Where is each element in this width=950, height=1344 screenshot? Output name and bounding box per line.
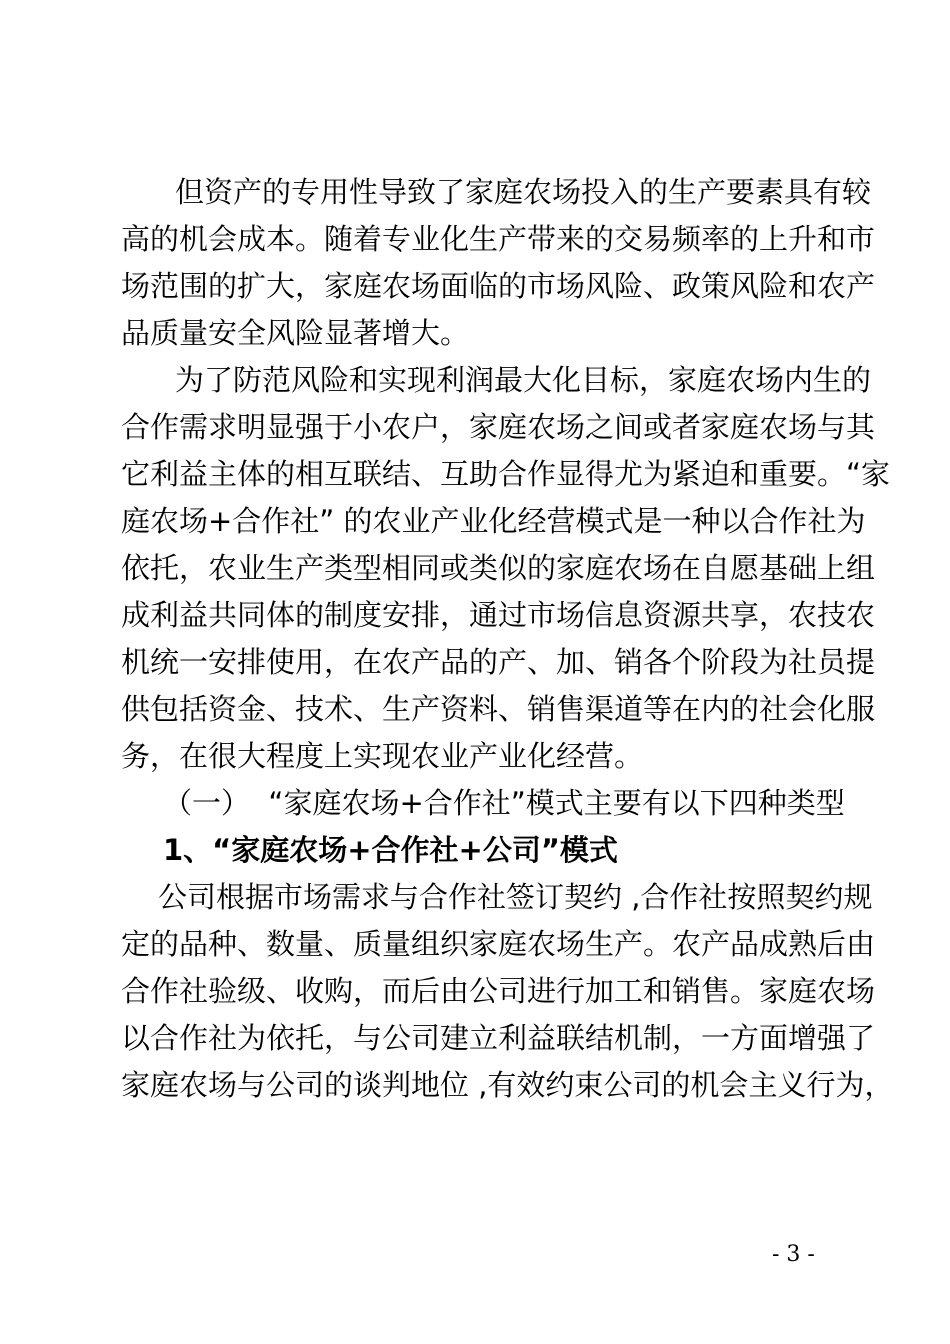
text-line: 供包括资金、技术、生产资料、销售渠道等在内的社会化服	[121, 692, 876, 726]
text-line: 品质量安全风险显著增大。	[121, 316, 470, 350]
text-line: 家庭农场与公司的谈判地位 ,有效约束公司的机会主义行为，	[121, 1068, 894, 1102]
text-line: 但资产的专用性导致了家庭农场投入的生产要素具有较	[175, 175, 872, 209]
text-line: 合作需求明显强于小农户，家庭农场之间或者家庭农场与其	[121, 410, 876, 444]
text-line: 庭农场+合作社” 的农业产业化经营模式是一种以合作社为	[121, 504, 866, 538]
section-heading: （一） “家庭农场+合作社”模式主要有以下四种类型	[163, 786, 845, 820]
text-line: 合作社验级、收购，而后由公司进行加工和销售。家庭农场	[121, 974, 876, 1008]
text-line: 成利益共同体的制度安排，通过市场信息资源共享，农技农	[121, 598, 876, 632]
page-number: - 3 -	[772, 1242, 815, 1267]
text-line: 务，在很大程度上实现农业产业化经营。	[121, 739, 644, 773]
text-line: 依托，农业生产类型相同或类似的家庭农场在自愿基础上组	[121, 551, 876, 585]
text-line: 高的机会成本。随着专业化生产带来的交易频率的上升和市	[121, 222, 876, 256]
text-line: 为了防范风险和实现利润最大化目标，家庭农场内生的	[175, 363, 872, 397]
text-line: 它利益主体的相互联结、互助合作显得尤为紧迫和重要。“家	[121, 457, 891, 491]
text-line: 定的品种、数量、质量组织家庭农场生产。农产品成熟后由	[121, 927, 876, 961]
text-line: 机统一安排使用，在农产品的产、加、销各个阶段为社员提	[121, 645, 876, 679]
text-line: 公司根据市场需求与合作社签订契约 ,合作社按照契约规	[158, 880, 873, 914]
text-line: 以合作社为依托，与公司建立利益联结机制，一方面增强了	[121, 1021, 876, 1055]
text-line: 场范围的扩大，家庭农场面临的市场风险、政策风险和农产	[121, 269, 876, 303]
subsection-heading: 1、“家庭农场+合作社+公司”模式	[163, 833, 618, 867]
